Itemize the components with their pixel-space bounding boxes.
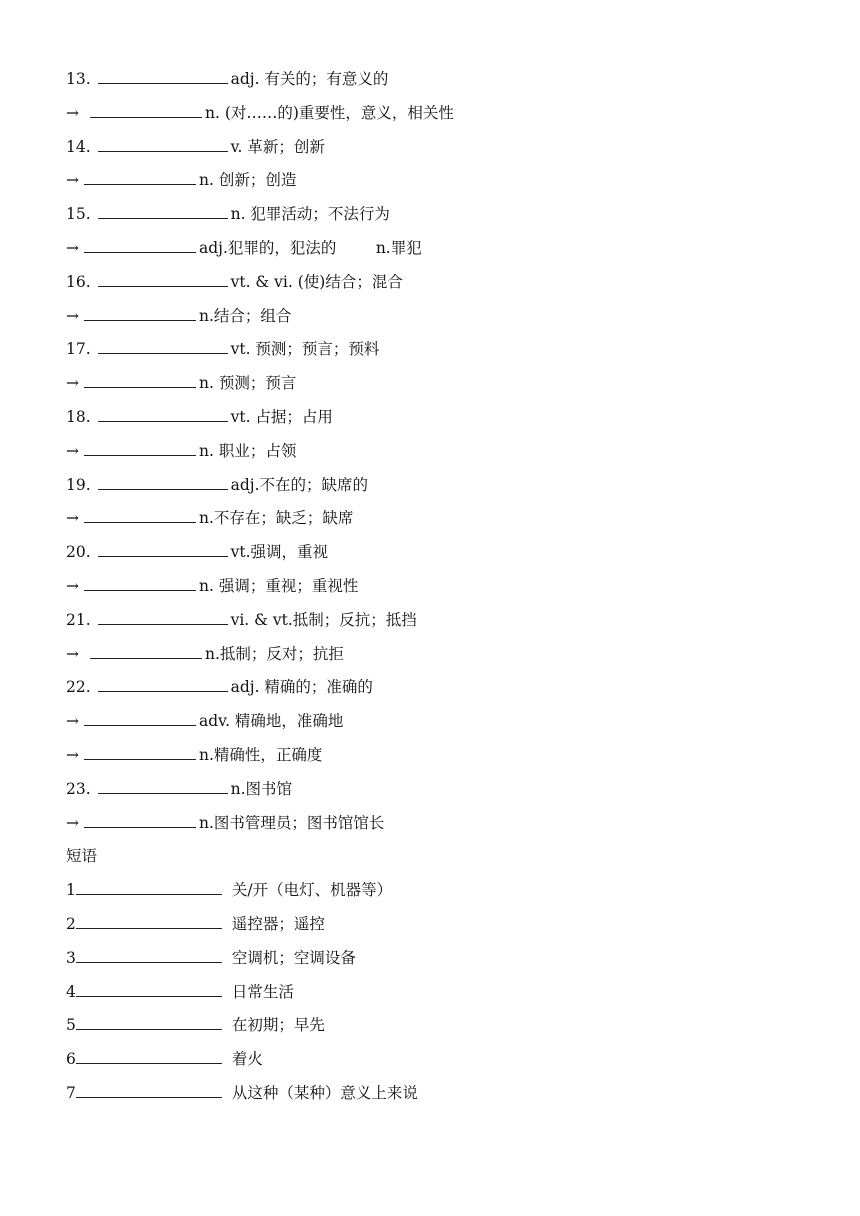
- answer-blank[interactable]: [84, 441, 196, 456]
- phrase-number: 3: [66, 948, 76, 967]
- definition-text: n. 预测；预言: [199, 374, 297, 393]
- answer-blank[interactable]: [76, 948, 222, 963]
- definition-text: vi. & vt.抵制；反抗；抵挡: [230, 610, 417, 629]
- answer-blank[interactable]: [98, 204, 228, 219]
- phrase-item: [66, 945, 826, 979]
- derived-form: [66, 505, 826, 539]
- definition-text: n.精确性，正确度: [199, 745, 323, 764]
- definition-text: v. 革新；创新: [230, 137, 325, 156]
- item-number: 18.: [66, 407, 91, 426]
- answer-blank[interactable]: [98, 779, 228, 794]
- derived-form: [66, 641, 826, 675]
- derived-form: [66, 303, 826, 337]
- answer-blank[interactable]: [84, 745, 196, 760]
- derived-form: [66, 235, 826, 269]
- definition-text: n. 创新；创造: [199, 171, 297, 190]
- definition-text: adj.不在的；缺席的: [230, 475, 368, 494]
- arrow-icon: →: [66, 171, 79, 190]
- item-number: 15.: [66, 205, 91, 224]
- answer-blank[interactable]: [98, 475, 228, 490]
- arrow-icon: →: [66, 712, 79, 731]
- definition-text: n.图书管理员；图书馆馆长: [199, 813, 385, 832]
- phrase-meaning: 空调机；空调设备: [231, 948, 356, 967]
- definition-text: vt. 预测；预言；预料: [230, 340, 380, 359]
- answer-blank[interactable]: [84, 711, 196, 726]
- derived-form: [66, 573, 826, 607]
- answer-blank[interactable]: [98, 677, 228, 692]
- definition-text: vt.强调，重视: [230, 543, 329, 562]
- definition-text: vt. & vi. (使)结合；混合: [230, 272, 403, 291]
- item-number: 16.: [66, 272, 91, 291]
- phrase-meaning: 关/开（电灯、机器等）: [231, 881, 393, 900]
- phrase-number: 7: [66, 1083, 76, 1102]
- arrow-icon: →: [66, 644, 79, 663]
- phrase-number: 1: [66, 881, 76, 900]
- item-number: 17.: [66, 340, 91, 359]
- arrow-icon: →: [66, 509, 79, 528]
- vocab-item: [66, 539, 826, 573]
- vocab-item: [66, 472, 826, 506]
- item-number: 23.: [66, 779, 91, 798]
- arrow-icon: →: [66, 374, 79, 393]
- vocab-item: [66, 134, 826, 168]
- arrow-icon: →: [66, 238, 79, 257]
- phrase-meaning: 日常生活: [231, 982, 294, 1001]
- answer-blank[interactable]: [76, 1015, 222, 1030]
- answer-blank[interactable]: [84, 576, 196, 591]
- phrase-item: [66, 877, 826, 911]
- derived-form: [66, 370, 826, 404]
- answer-blank[interactable]: [84, 238, 196, 253]
- definition-text: n.不存在；缺乏；缺席: [199, 509, 354, 528]
- arrow-icon: →: [66, 441, 79, 460]
- vocab-item: [66, 674, 826, 708]
- phrase-number: 6: [66, 1050, 76, 1069]
- vocab-item: [66, 201, 826, 235]
- phrase-number: 5: [66, 1016, 76, 1035]
- vocab-item: [66, 776, 826, 810]
- answer-blank[interactable]: [90, 644, 202, 659]
- answer-blank[interactable]: [98, 137, 228, 152]
- definition-text: adj. 有关的；有意义的: [230, 70, 389, 88]
- answer-blank[interactable]: [76, 914, 222, 929]
- arrow-icon: →: [66, 813, 79, 832]
- definition-text: n.结合；组合: [199, 306, 292, 325]
- phrase-meaning: 从这种（某种）意义上来说: [231, 1083, 418, 1102]
- definition-text: adj.犯罪的，犯法的 n.罪犯: [199, 238, 422, 257]
- phrase-item: [66, 979, 826, 1013]
- definition-text: n.图书馆: [230, 779, 293, 798]
- arrow-icon: →: [66, 103, 79, 122]
- phrase-item: [66, 1046, 826, 1080]
- answer-blank[interactable]: [84, 170, 196, 185]
- answer-blank[interactable]: [76, 1049, 222, 1064]
- definition-text: n. 强调；重视；重视性: [199, 576, 359, 595]
- answer-blank[interactable]: [84, 813, 196, 828]
- phrase-item: [66, 911, 826, 945]
- derived-form: [66, 100, 826, 134]
- definition-text: n.抵制；反对；抗拒: [205, 644, 344, 663]
- answer-blank[interactable]: [76, 1083, 222, 1098]
- phrase-number: 2: [66, 914, 76, 933]
- answer-blank[interactable]: [84, 508, 196, 523]
- answer-blank[interactable]: [76, 880, 222, 895]
- phrases-heading: 短语: [66, 847, 98, 866]
- arrow-icon: →: [66, 745, 79, 764]
- vocab-item: [66, 404, 826, 438]
- vocab-item: [66, 607, 826, 641]
- definition-text: n. 犯罪活动；不法行为: [230, 205, 390, 224]
- definition-text: vt. 占据；占用: [230, 407, 333, 426]
- phrase-item: [66, 1012, 826, 1046]
- derived-form: [66, 742, 826, 776]
- vocabulary-list: [66, 66, 826, 1114]
- phrase-item: [66, 1080, 826, 1114]
- answer-blank[interactable]: [98, 339, 228, 354]
- answer-blank[interactable]: [98, 272, 228, 287]
- arrow-icon: →: [66, 576, 79, 595]
- answer-blank[interactable]: [84, 306, 196, 321]
- arrow-icon: →: [66, 306, 79, 325]
- answer-blank[interactable]: [98, 407, 228, 422]
- derived-form: [66, 167, 826, 201]
- phrase-number: 4: [66, 982, 76, 1001]
- definition-text: adj. 精确的；准确的: [230, 678, 373, 697]
- answer-blank[interactable]: [98, 69, 228, 84]
- vocab-item: [66, 336, 826, 370]
- vocab-item: [66, 66, 826, 100]
- item-number: 14.: [66, 137, 91, 156]
- answer-blank[interactable]: [76, 982, 222, 997]
- answer-blank[interactable]: [98, 610, 228, 625]
- phrase-meaning: 遥控器；遥控: [231, 914, 325, 933]
- item-number: 19.: [66, 475, 91, 494]
- phrase-meaning: 在初期；早先: [231, 1016, 325, 1035]
- definition-text: n. (对……的)重要性，意义，相关性: [205, 103, 454, 122]
- answer-blank[interactable]: [90, 103, 202, 118]
- derived-form: [66, 810, 826, 844]
- item-number: 20.: [66, 543, 91, 562]
- item-number: 21.: [66, 610, 91, 629]
- item-number: 22.: [66, 678, 91, 697]
- answer-blank[interactable]: [84, 373, 196, 388]
- vocab-item: [66, 269, 826, 303]
- derived-form: [66, 708, 826, 742]
- derived-form: [66, 438, 826, 472]
- definition-text: n. 职业；占领: [199, 441, 297, 460]
- item-number: 13.: [66, 70, 91, 88]
- definition-text: adv. 精确地，准确地: [199, 712, 344, 731]
- phrase-meaning: 着火: [231, 1050, 263, 1069]
- answer-blank[interactable]: [98, 542, 228, 557]
